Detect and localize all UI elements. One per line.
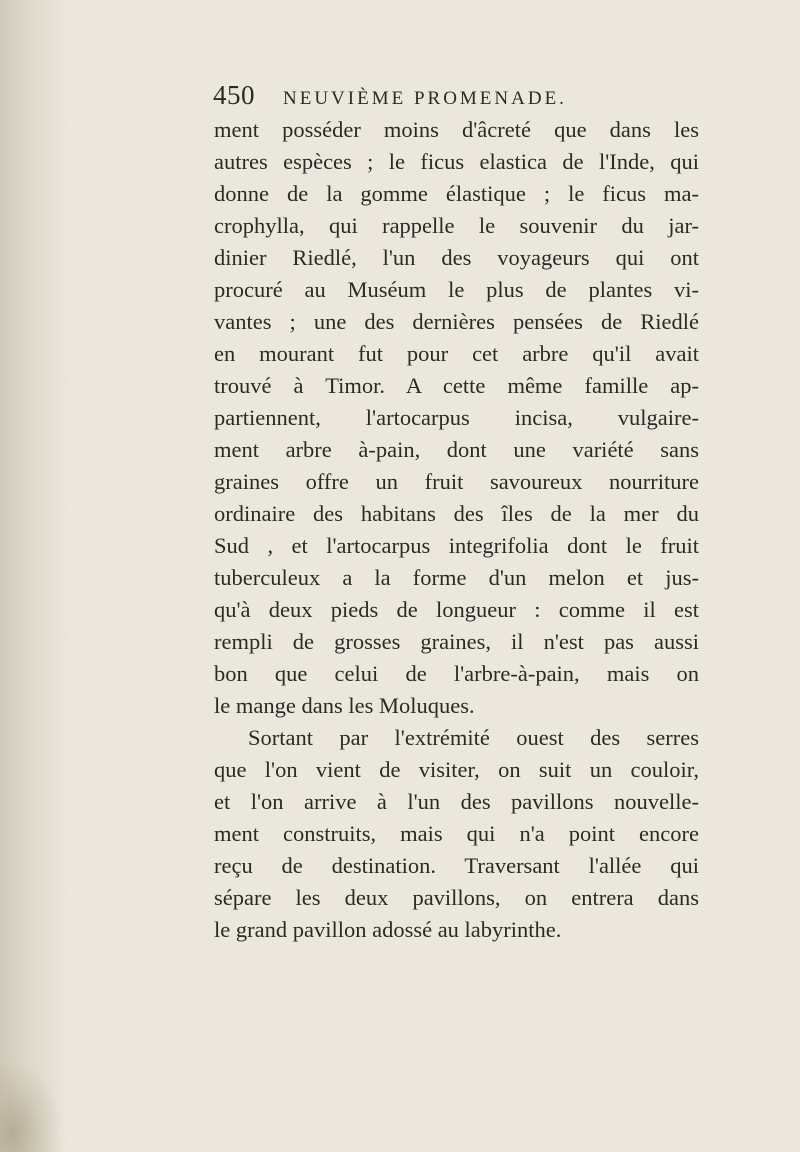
text-line: donne de la gomme élastique ; le ficus ma- (214, 181, 699, 206)
text-line: le mange dans les Moluques. (214, 693, 475, 718)
text-line: que l'on vient de visiter, on suit un couloir, (214, 757, 699, 782)
text-line: vantes ; une des dernières pensées de Riedlé (214, 309, 699, 334)
text-line: ment posséder moins d'âcreté que dans les (214, 117, 699, 142)
text-line: bon que celui de l'arbre-à-pain, mais on (214, 661, 699, 686)
text-line: dinier Riedlé, l'un des voyageurs qui ont (214, 245, 699, 270)
text-line: trouvé à Timor. A cette même famille ap- (214, 373, 699, 398)
page-number: 450 (213, 80, 255, 110)
text-line: autres espèces ; le ficus elastica de l'Inde, qui (214, 149, 699, 174)
binding-shadow (0, 0, 70, 1152)
text-line: ment arbre à-pain, dont une variété sans (214, 437, 699, 462)
paper-stain (0, 1062, 60, 1152)
text-line: le grand pavillon adossé au labyrinthe. (214, 917, 562, 942)
text-line: ordinaire des habitans des îles de la mer du (214, 501, 699, 526)
text-line: en mourant fut pour cet arbre qu'il avait (214, 341, 699, 366)
text-line: ment construits, mais qui n'a point encore (214, 821, 699, 846)
body-text (214, 114, 699, 946)
section-title: NEUVIÈME PROMENADE. (283, 88, 567, 109)
text-line: crophylla, qui rappelle le souvenir du jar- (214, 213, 699, 238)
text-line: et l'on arrive à l'un des pavillons nouvelle- (214, 789, 699, 814)
text-line: rempli de grosses graines, il n'est pas aussi (214, 629, 699, 654)
text-line: sépare les deux pavillons, on entrera dans (214, 885, 699, 910)
text-line: partiennent, l'artocarpus incisa, vulgaire- (214, 405, 699, 430)
text-line: graines offre un fruit savoureux nourriture (214, 469, 699, 494)
text-line: reçu de destination. Traversant l'allée qui (214, 853, 699, 878)
text-line: procuré au Muséum le plus de plantes vi- (214, 277, 699, 302)
text-line: Sud , et l'artocarpus integrifolia dont le fruit (214, 533, 699, 558)
text-line: Sortant par l'extrémité ouest des serres (248, 725, 699, 750)
running-head (213, 80, 653, 112)
text-line: qu'à deux pieds de longueur : comme il est (214, 597, 699, 622)
text-line: tuberculeux a la forme d'un melon et jus- (214, 565, 699, 590)
